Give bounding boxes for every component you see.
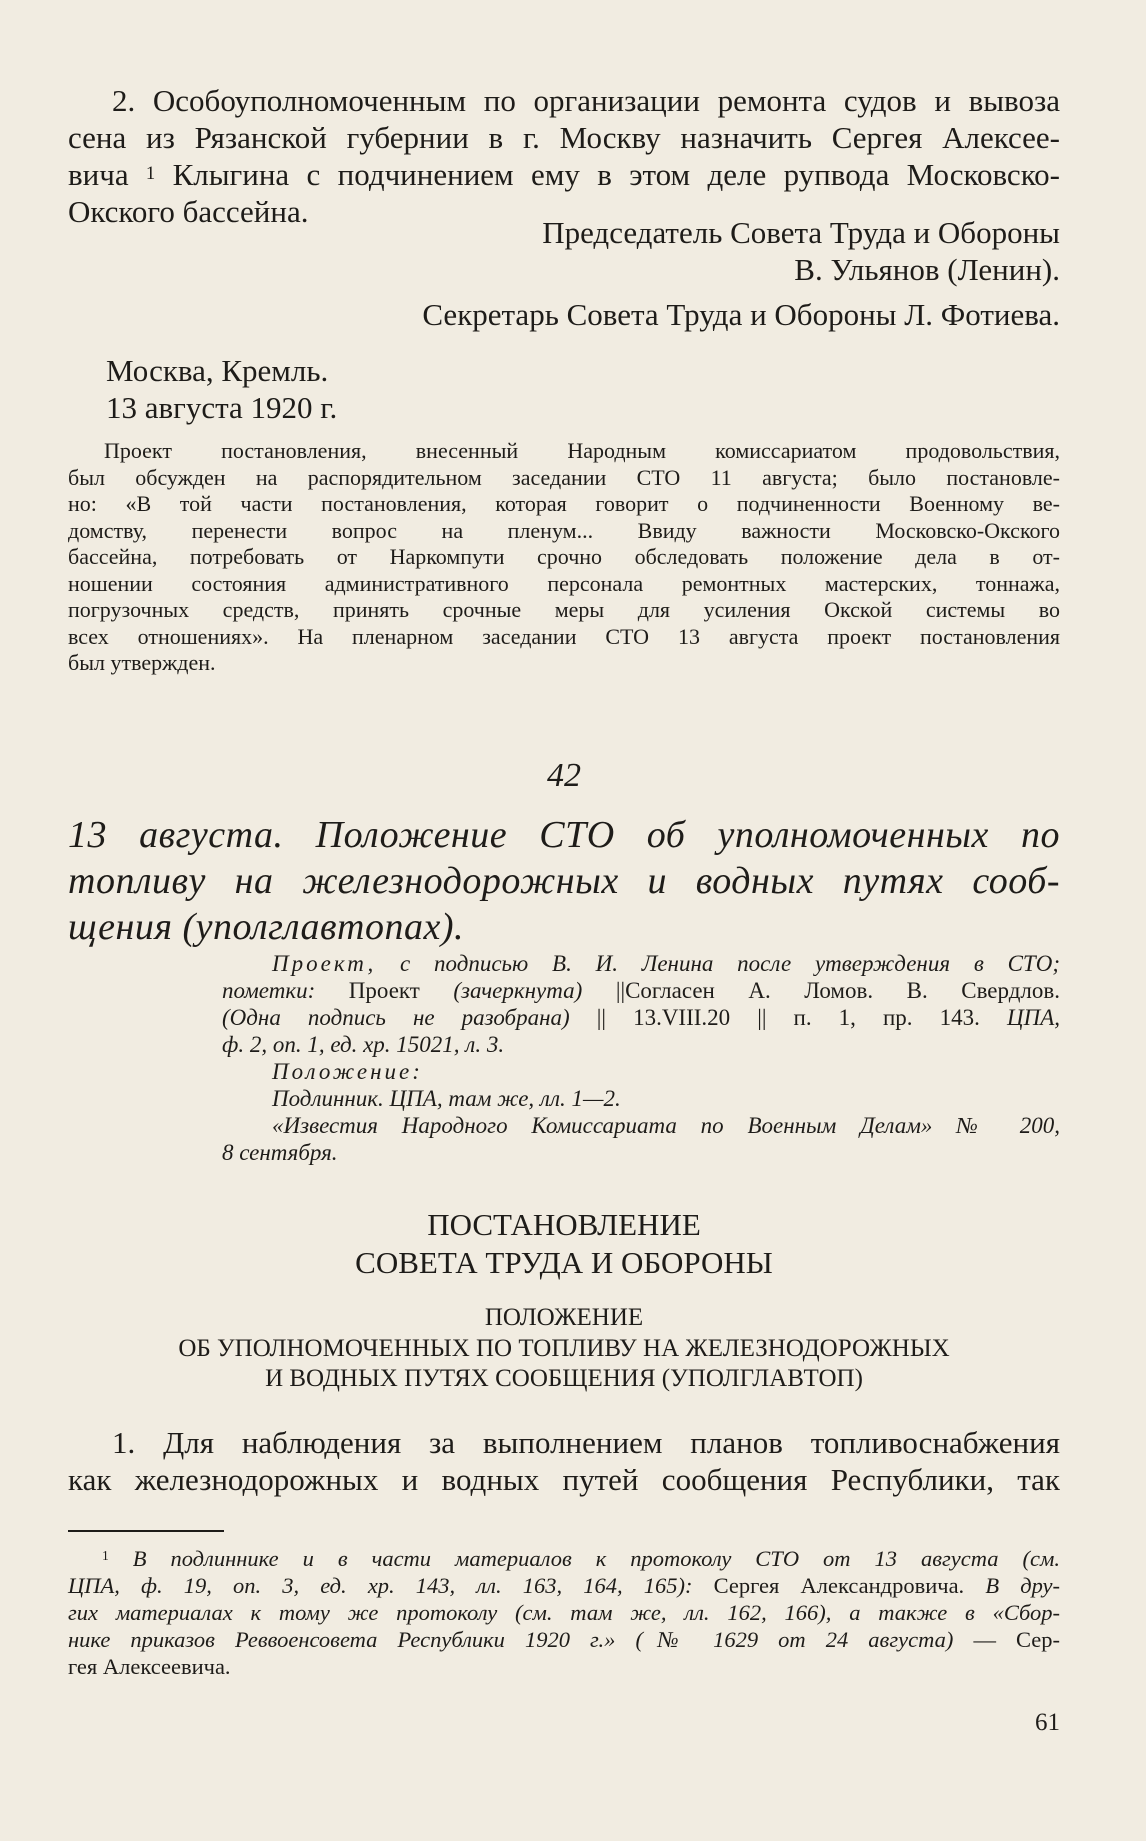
text-line xyxy=(68,156,1060,193)
text-line: Окского бассейна. xyxy=(68,194,309,229)
note-line: погрузочных средств, принять срочные меры для усиления Окской системы во xyxy=(68,597,1060,622)
text-line: 1. Для наблюдения за выполнением планов топливоснабжения xyxy=(112,1425,1060,1460)
source-line: Подлинник. ЦПА, там же, лл. 1—2. xyxy=(272,1086,621,1111)
source-fragment: Проект xyxy=(348,978,420,1003)
resolution-title xyxy=(68,1206,1060,1282)
source-fragment: ЦПА, xyxy=(1006,1005,1061,1030)
footnote-line: гих материалах к тому же протоколу (см. там же, лл. 162, 166), а также в «Сбор- xyxy=(68,1600,1060,1625)
footnote-fragment: Сергея Александровича. xyxy=(713,1573,965,1598)
text-line: как железнодорожных и водных путей сообщения Республики, так xyxy=(68,1462,1060,1497)
resolution-paragraph-1 xyxy=(68,1424,1060,1498)
footnote-fragment: — Сер- xyxy=(973,1627,1061,1652)
source-fragment: Проект, xyxy=(272,951,377,976)
subtitle-line: ПОЛОЖЕНИЕ xyxy=(484,1304,644,1331)
footnote-divider xyxy=(68,1530,224,1532)
footnote-line xyxy=(68,1572,1060,1599)
footnote-line xyxy=(68,1626,1060,1653)
subtitle-line: ОБ УПОЛНОМОЧЕННЫХ ПО ТОПЛИВУ НА ЖЕЛЕЗНОДОРОЖНЫХ xyxy=(178,1334,950,1362)
source-fragment: (зачеркнута) xyxy=(453,978,583,1003)
source-fragment: с подписью В. И. Ленина после утверждения в СТО; xyxy=(400,951,1060,976)
chair-signature-block xyxy=(68,214,1060,288)
source-line: «Известия Народного Комиссариата по Военным Делам» № 200, xyxy=(272,1113,1060,1138)
source-line xyxy=(272,950,1060,977)
source-line xyxy=(222,1004,1060,1031)
source-fragment: ||Согласен А. Ломов. В. Свердлов. xyxy=(615,978,1061,1003)
note-line: бассейна, потребовать от Наркомпути срочно обследовать положение дела в от- xyxy=(68,544,1060,569)
note-line: был обсужден на распорядительном заседании СТО 11 августа; было постановле- xyxy=(68,464,1060,490)
note-line: Проект постановления, внесенный Народным комиссариатом продовольствия, xyxy=(104,438,1060,463)
source-fragment: (Одна подпись не разобрана) xyxy=(222,1005,570,1030)
place: Москва, Кремль. xyxy=(106,353,329,388)
place-date-block xyxy=(106,352,506,426)
text-fragment: Клыгина с подчинением ему в этом деле рупвода Московско- xyxy=(172,157,1061,192)
source-fragment: || 13.VIII.20 || п. 1, пр. 143. xyxy=(596,1005,980,1030)
source-line: ф. 2, оп. 1, ед. хр. 15021, л. 3. xyxy=(222,1032,505,1057)
title-line: ПОСТАНОВЛЕНИЕ xyxy=(427,1207,701,1242)
source-line: 8 сентября. xyxy=(222,1140,338,1165)
heading-line: щения (уполглавтопах). xyxy=(68,906,464,948)
chair-title: Председатель Совета Труда и Обороны xyxy=(542,215,1060,250)
source-line xyxy=(222,977,1060,1004)
text-line: 2. Особоуполномоченным по организации ремонта судов и вывоза xyxy=(112,83,1060,118)
resolution-subtitle xyxy=(68,1303,1060,1395)
text-fragment: вича xyxy=(68,157,129,192)
footnote-line xyxy=(68,1545,1060,1572)
resolution-item-2 xyxy=(68,82,1060,230)
note-line: был утвержден. xyxy=(68,650,216,675)
footnote xyxy=(68,1545,1060,1680)
footnote-line: гея Алексеевича. xyxy=(68,1654,231,1679)
secretary-signature: Секретарь Совета Труда и Обороны Л. Фотиева. xyxy=(422,297,1060,332)
text-line: сена из Рязанской губернии в г. Москву назначить Сергея Алексее- xyxy=(68,120,1060,155)
source-line: Положение: xyxy=(272,1059,423,1084)
footnote-fragment: В дру- xyxy=(985,1573,1061,1598)
source-fragment: пометки: xyxy=(222,978,316,1003)
footnote-reference: 1 xyxy=(145,163,156,184)
source-note xyxy=(222,950,1060,1166)
page-number: 61 xyxy=(1035,1709,1060,1736)
footnote-mark: 1 xyxy=(102,1548,109,1563)
note-line: ношении состояния административного персонала ремонтных мастерских, тоннажа, xyxy=(68,570,1060,596)
title-line: СОВЕТА ТРУДА И ОБОРОНЫ xyxy=(355,1245,773,1280)
footnote-fragment: ЦПА, ф. 19, оп. 3, ед. хр. 143, лл. 163, 164, 165): xyxy=(68,1573,693,1598)
heading-line: топливу на железнодорожных и водных путях сооб- xyxy=(68,860,1060,902)
subtitle-line: И ВОДНЫХ ПУТЯХ СООБЩЕНИЯ (УПОЛГЛАВТОП) xyxy=(265,1365,863,1392)
footnote-fragment: В подлиннике и в части материалов к протоколу СТО от 13 августа (см. xyxy=(132,1546,1060,1571)
note-line: но: «В той части постановления, которая говорит о подчиненности Военному ве- xyxy=(68,491,1060,516)
document-number: 42 xyxy=(547,757,581,794)
note-line: домству, перенести вопрос на пленум... Ввиду важности Московско-Окского xyxy=(68,517,1060,543)
chair-name: В. Ульянов (Ленин). xyxy=(794,252,1060,287)
heading-line: 13 августа. Положение СТО об уполномоченных по xyxy=(68,814,1060,856)
date: 13 августа 1920 г. xyxy=(106,390,338,425)
footnote-fragment: нике приказов Реввоенсовета Республики 1920 г.» (№ 1629 от 24 августа) xyxy=(68,1627,954,1652)
note-line: всех отношениях». На пленарном заседании СТО 13 августа проект постановления xyxy=(68,623,1060,649)
document-heading xyxy=(68,812,1060,950)
editorial-note xyxy=(68,438,1060,677)
